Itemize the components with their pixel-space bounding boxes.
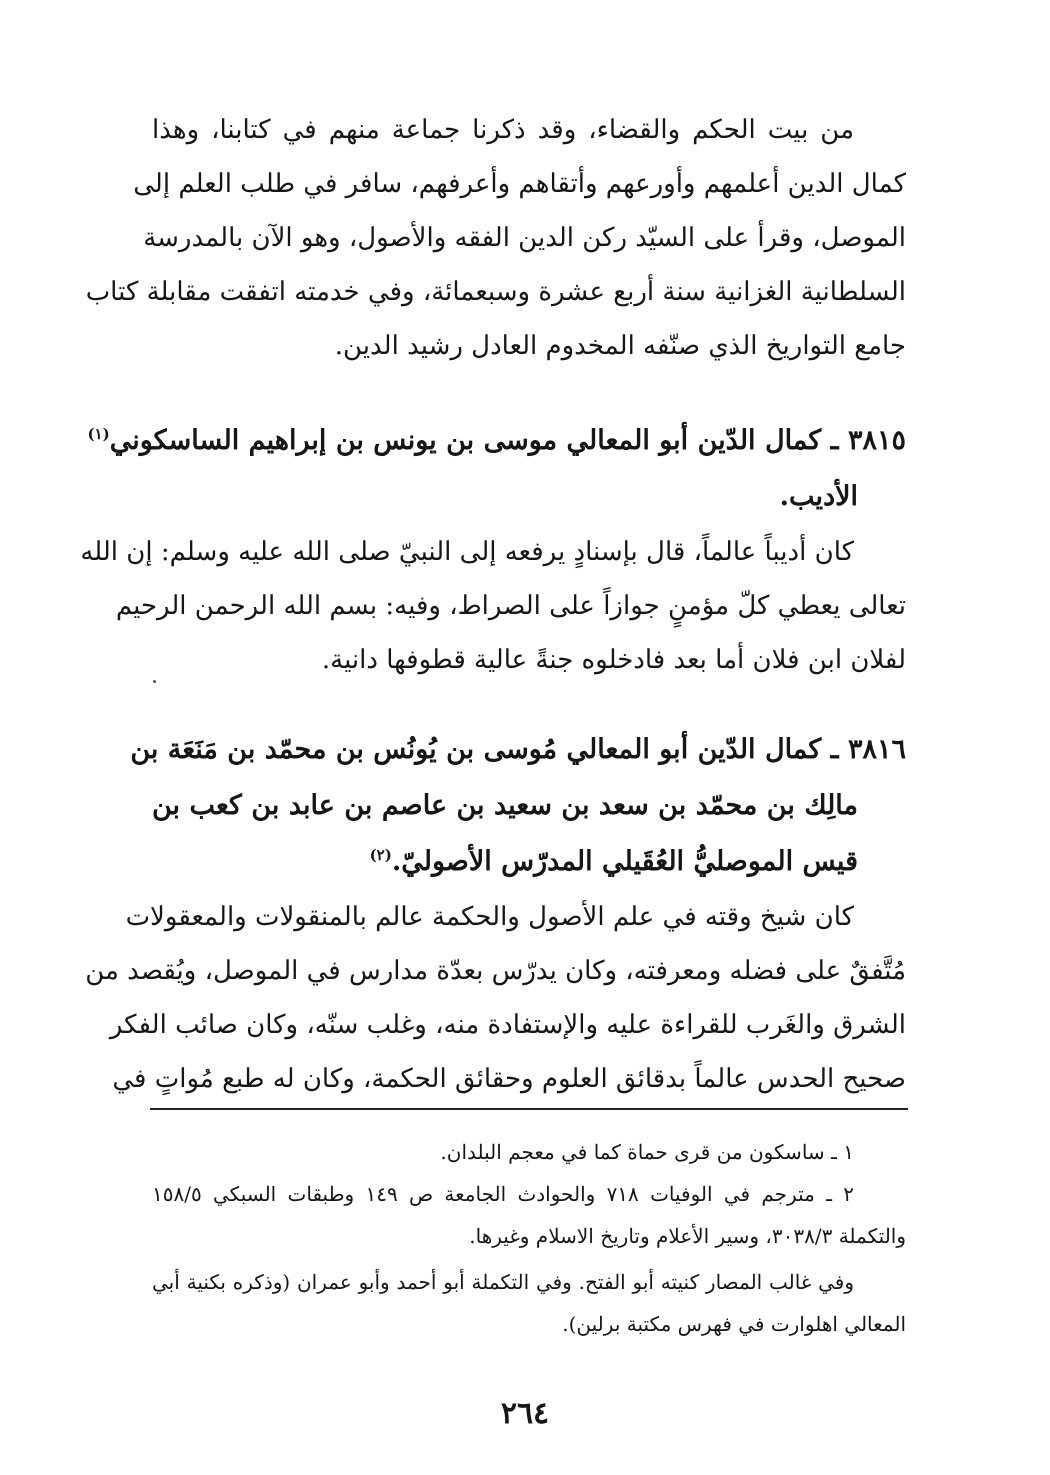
text-line: صحيح الحدس عالماً بدقائق العلوم وحقائق الحكمة، وكان له طبع مُواتٍ في [112, 1064, 906, 1094]
entry-heading-line: مالِك بن محمّد بن سعد بن سعيد بن عاصم بن عابد بن كعب بن [152, 790, 858, 821]
entry-heading-text: ٣٨١٥ ـ كمال الدّين أبو المعالي موسى بن يونس بن إبراهيم الساسكوني [109, 425, 906, 456]
text-line: من بيت الحكم والقضاء، وقد ذكرنا جماعة منهم في كتابنا، وهذا [152, 115, 854, 145]
text-line: كان شيخ وقته في علم الأصول والحكمة عالم بالمنقولات والمعقولات [125, 902, 854, 932]
intro-paragraph [85, 103, 906, 373]
text-line: كان أديباً عالماً، قال بإسنادٍ يرفعه إلى النبيّ صلى الله عليه وسلم: إن الله [80, 537, 854, 567]
text-line: الشرق والغَرب للقراءة عليه والإستفادة منه، وغلب سنّه، وكان صائب الفكر [109, 1010, 906, 1040]
text-line: لفلان ابن فلان أما بعد فادخلوه جنةً عالية قطوفها دانية. [321, 645, 906, 675]
page-number: ٢٦٤ [500, 1396, 550, 1431]
text-line: السلطانية الغزانية سنة أربع عشرة وسبعمائة، وفي خدمته اتفقت مقابلة كتاب [85, 277, 906, 307]
footnote-separator [150, 1108, 908, 1110]
text-line: كمال الدين أعلمهم وأورعهم وأتقاهم وأعرفهم، سافر في طلب العلم إلى [133, 169, 906, 199]
entry-heading-line [87, 413, 906, 469]
entry-heading-text: قيس الموصليُّ العُقَيلي المدرّس الأصوليّ. [391, 846, 858, 877]
footnote-marker: (١) [87, 425, 110, 443]
text-line: جامع التواريخ الذي صنّفه المخدوم العادل رشيد الدين. [334, 331, 906, 361]
entry-heading-line: ٣٨١٦ ـ كمال الدّين أبو المعالي مُوسى بن يُونُس بن محمّد بن مَنَعَة بن [130, 734, 906, 765]
text-line: مُتَّفقٌ على فضله ومعرفته، وكان يدرّس بعدّة مدارس في الموصل، ويُقصد من [85, 956, 906, 986]
footnote-line: ١ ـ ساسكون من قرى حماة كما في معجم البلدان. [440, 1140, 854, 1164]
footnotes [152, 1131, 906, 1345]
entry-heading-line [152, 834, 906, 890]
entry-3815 [80, 413, 906, 687]
footnote-line: المعالي اهلوارت في فهرس مكتبة برلين). [562, 1312, 906, 1336]
text-line: تعالى يعطي كلّ مؤمنٍ جوازاً على الصراط، وفيه: بسم الله الرحمن الرحيم [115, 591, 906, 621]
footnote-marker: (٢) [369, 846, 392, 864]
footnote-line: وفي غالب المصار كنيته أبو الفتح. وفي التكملة أبو أحمد وأبو عمران (وذكره بكنية أبي [152, 1270, 854, 1294]
footnote-line: والتكملة ٣٠٣٨/٣، وسير الأعلام وتاريخ الاسلام وغيرها. [469, 1224, 906, 1248]
entry-3816 [85, 722, 906, 1106]
text-line: الموصل، وقرأ على السيّد ركن الدين الفقه والأصول، وهو الآن بالمدرسة [143, 223, 906, 253]
print-speck [153, 680, 156, 683]
footnote-line: ٢ ـ مترجم في الوفيات ٧١٨ والحوادث الجامعة ص ١٤٩ وطبقات السبكي ١٥٨/٥ [152, 1182, 854, 1206]
entry-heading-line: الأديب. [779, 481, 858, 512]
